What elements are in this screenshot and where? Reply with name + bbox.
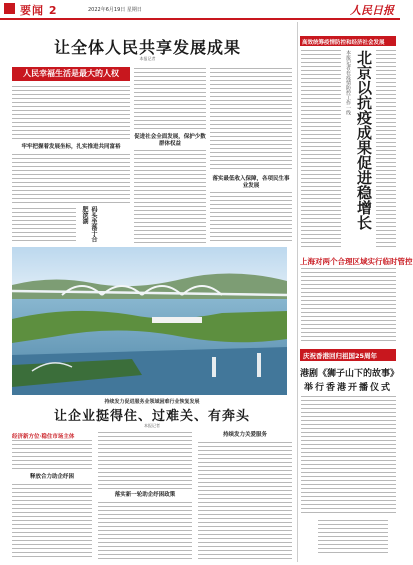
bottom-body-col2-a xyxy=(98,432,192,490)
bottom-headline: 让企业挺得住、过难关、有奔头 xyxy=(53,409,250,424)
body-text-col3-b xyxy=(210,192,292,244)
main-headline: 让全体人民共享发展成果 xyxy=(53,38,241,57)
right-vertical-kicker: 本报记者在疫情防控工作一线 xyxy=(345,50,351,115)
bottom-body-col1-b xyxy=(12,484,92,560)
subheading: 牢牢把握着发展坐标，扎实推进共同富裕 xyxy=(21,144,121,150)
right-body-text-c xyxy=(301,268,396,344)
body-text-col3-a xyxy=(210,68,292,172)
bottom-byline: 本报记者 xyxy=(144,423,160,428)
body-text-col1-b xyxy=(12,154,130,204)
hk-headline-line1: 港剧《狮子山下的故事》 xyxy=(300,369,400,379)
body-text-col1-a xyxy=(12,86,130,142)
main-byline: 本报记者 xyxy=(139,56,156,61)
hk-headline-line2: 举行香港开播仪式 xyxy=(303,383,392,393)
right-body-text-a xyxy=(301,50,341,248)
right-credits-list xyxy=(318,520,388,556)
masthead-bar xyxy=(0,0,400,20)
bottom-body-col3 xyxy=(198,442,292,560)
column-kicker-right: 持续发力关爱服务 xyxy=(222,432,267,438)
section-title: 要闻 2 xyxy=(20,4,58,17)
bridge-lake-photo xyxy=(12,247,287,395)
bottom-body-col1-a xyxy=(12,440,92,472)
subheading: 释放合力助企纾困 xyxy=(29,474,74,480)
body-text-col1-c xyxy=(12,208,76,244)
bottom-body-col2-b xyxy=(98,502,192,560)
right-vertical-headline: 北京以抗疫成果促进稳增长 xyxy=(355,50,373,230)
body-text-col2-b xyxy=(134,150,206,244)
shanghai-headline: 上海对两个合理区域实行临时管控 xyxy=(300,257,413,266)
hk-anniversary-banner-text: 庆祝香港回归祖国25周年 xyxy=(303,352,378,360)
section-marker xyxy=(4,3,15,14)
subheading: 促进社会全面发展，保护少数群体权益 xyxy=(134,134,206,147)
right-body-text-b xyxy=(376,50,396,248)
right-topic-banner-text: 高效统筹疫情防控和经济社会发展 xyxy=(302,40,385,46)
newspaper-logo: 人民日报 xyxy=(350,4,394,17)
subheading: 落实新一轮助企纾困政策 xyxy=(114,492,176,498)
photo-caption-vertical: 码头坐落于合肥滨湖 xyxy=(81,206,97,242)
column-kicker: 经济新方位·稳住市场主体 xyxy=(12,434,75,440)
subheading: 落实最低收入保障，各项民生事业发展 xyxy=(212,176,290,189)
issue-date: 2022年6月19日 星期日 xyxy=(88,7,142,13)
article-banner-text: 人民幸福生活是最大的人权 xyxy=(23,68,119,78)
body-text-col2-a xyxy=(134,68,206,130)
bottom-kicker: 持续发力促进服务业领域困难行业恢复发展 xyxy=(104,399,200,405)
right-body-text-d xyxy=(301,396,396,514)
